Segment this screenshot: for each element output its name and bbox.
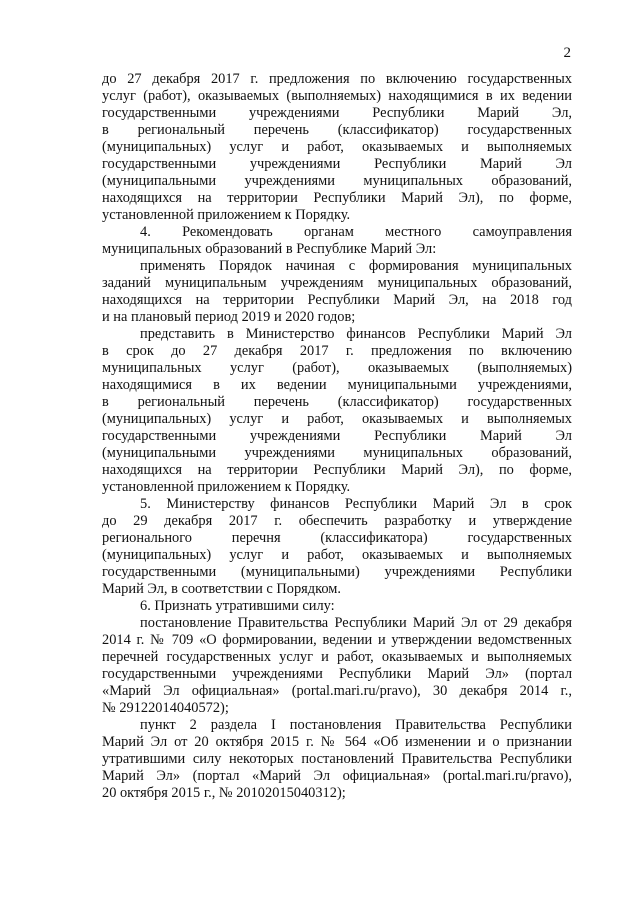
paragraph-p-4 <box>102 224 572 258</box>
text-line: (муниципальными учреждениями муниципальных образований, <box>102 445 572 461</box>
paragraph-p-4-apply <box>102 258 572 326</box>
text-line: 20 октября 2015 г., № 20102015040312); <box>102 785 346 801</box>
text-line: «Марий Эл официальная» (portal.mari.ru/pravo), 30 декабря 2014 г., <box>102 683 572 699</box>
text-line: применять Порядок начиная с формирования муниципальных <box>140 258 572 274</box>
text-line: постановление Правительства Республики Марий Эл от 29 декабря <box>140 615 572 631</box>
text-line: Марий Эл от 20 октября 2015 г. № 564 «Об изменении и о признании <box>102 734 572 750</box>
text-line: Марий Эл» (портал «Марий Эл официальная» (portal.mari.ru/pravo), <box>102 768 572 784</box>
text-line: (муниципальных) услуг и работ, оказываемых и выполняемых <box>102 411 572 427</box>
text-line: утратившими силу некоторых постановлений Правительства Республики <box>102 751 572 767</box>
text-line: государственными учреждениями Республики Марий Эл, <box>102 105 572 121</box>
text-line: Марий Эл, в соответствии с Порядком. <box>102 581 341 597</box>
text-line: находящимися в их ведении муниципальными учреждениями, <box>102 377 572 393</box>
text-line: в региональный перечень (классификатор) государственных <box>102 122 572 138</box>
text-line: государственными учреждениями Республики Марий Эл <box>102 428 572 444</box>
text-line: № 29122014040572); <box>102 700 229 716</box>
text-line: государственными учреждениями Республики Марий Эл» (портал <box>102 666 572 682</box>
text-line: 6. Признать утратившими силу: <box>140 598 335 614</box>
text-line: находящихся на территории Республики Марий Эл), по форме, <box>102 462 572 478</box>
text-line: 4. Рекомендовать органам местного самоуправления <box>140 224 572 240</box>
text-line: перечней государственных услуг и работ, оказываемых и выполняемых <box>102 649 572 665</box>
text-line: и на плановый период 2019 и 2020 годов; <box>102 309 356 325</box>
paragraph-p-4-submit <box>102 326 572 496</box>
text-line: установленной приложением к Порядку. <box>102 479 351 495</box>
text-line: муниципальных образований в Республике Марий Эл: <box>102 241 437 257</box>
text-line: до 29 декабря 2017 г. обеспечить разработку и утверждение <box>102 513 572 529</box>
page-number: 2 <box>563 45 571 61</box>
text-line: в срок до 27 декабря 2017 г. предложения по включению <box>102 343 572 359</box>
text-line: услуг (работ), оказываемых (выполняемых) находящимися в их ведении <box>102 88 572 104</box>
text-line: до 27 декабря 2017 г. предложения по включению государственных <box>102 71 572 87</box>
paragraph-p-6 <box>102 598 572 615</box>
text-line: заданий муниципальным учреждениям муниципальных образований, <box>102 275 572 291</box>
text-line: установленной приложением к Порядку. <box>102 207 351 223</box>
text-line: (муниципальных) услуг и работ, оказываемых и выполняемых <box>102 139 572 155</box>
text-line: муниципальных услуг (работ), оказываемых (выполняемых) <box>102 360 572 376</box>
paragraph-p-6-resolution <box>102 615 572 717</box>
paragraph-p-continuation <box>102 71 572 224</box>
text-line: представить в Министерство финансов Республики Марий Эл <box>140 326 572 342</box>
text-line: в региональный перечень (классификатор) государственных <box>102 394 572 410</box>
document-body <box>102 71 572 802</box>
text-line: 5. Министерству финансов Республики Марий Эл в срок <box>140 496 572 512</box>
text-line: 2014 г. № 709 «О формировании, ведении и утверждении ведомственных <box>102 632 572 648</box>
text-line: государственными учреждениями Республики Марий Эл <box>102 156 572 172</box>
text-line: находящихся на территории Республики Марий Эл, на 2018 год <box>102 292 572 308</box>
text-line: (муниципальных) услуг и работ, оказываемых и выполняемых <box>102 547 572 563</box>
text-line: государственными (муниципальными) учреждениями Республики <box>102 564 572 580</box>
paragraph-p-6-item <box>102 717 572 802</box>
text-line: (муниципальными учреждениями муниципальных образований, <box>102 173 572 189</box>
text-line: находящихся на территории Республики Марий Эл), по форме, <box>102 190 572 206</box>
text-line: регионального перечня (классификатора) государственных <box>102 530 572 546</box>
text-line: пункт 2 раздела I постановления Правительства Республики <box>140 717 572 733</box>
paragraph-p-5 <box>102 496 572 598</box>
